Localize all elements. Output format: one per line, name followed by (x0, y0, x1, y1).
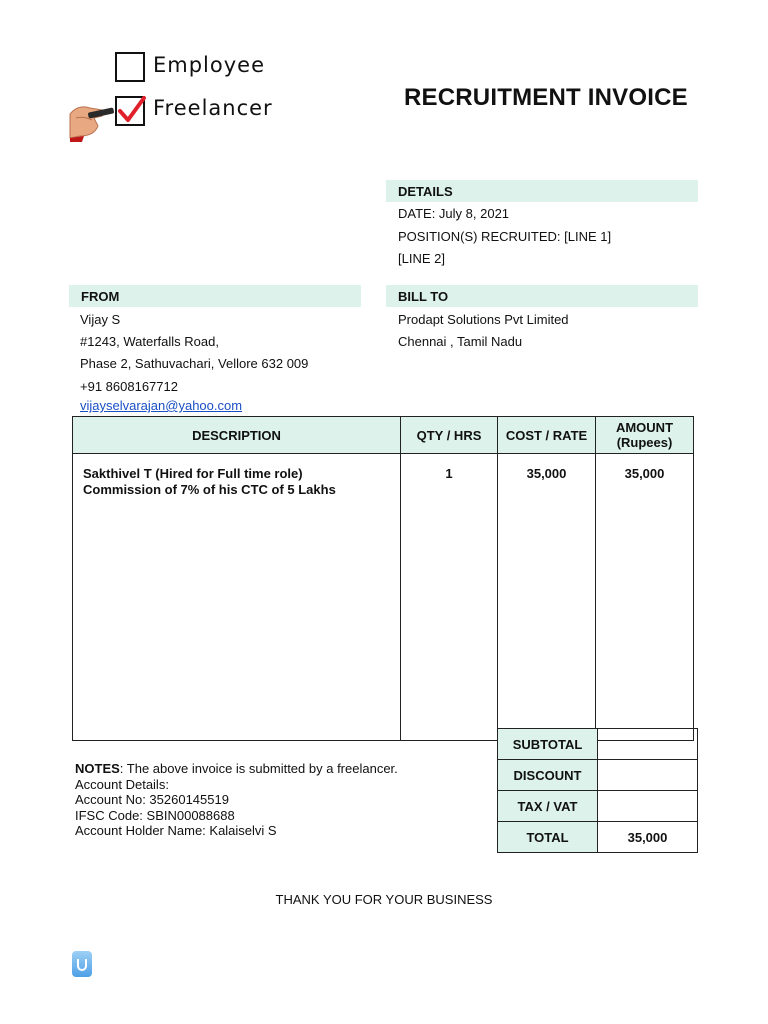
row-description (73, 454, 401, 741)
hand-pen-icon (68, 96, 118, 142)
notes-text: : The above invoice is submitted by a freelancer. (119, 761, 398, 776)
subtotal-value (598, 729, 698, 760)
discount-row (498, 760, 698, 791)
bill-to-location: Chennai , Tamil Nadu (398, 334, 523, 349)
details-date: DATE: July 8, 2021 (398, 206, 510, 221)
from-name: Vijay S (80, 312, 121, 327)
row-description-line2: Commission of 7% of his CTC of 5 Lakhs (83, 482, 336, 497)
tax-label: TAX / VAT (498, 791, 598, 822)
notes-label: NOTES (75, 761, 120, 776)
account-no: Account No: 35260145519 (75, 792, 229, 807)
from-address1: #1243, Waterfalls Road, (80, 334, 219, 349)
from-address2: Phase 2, Sathuvachari, Vellore 632 009 (80, 356, 309, 371)
total-value: 35,000 (598, 822, 698, 853)
totals-table (497, 728, 698, 853)
total-label: TOTAL (498, 822, 598, 853)
row-amount: 35,000 (596, 454, 694, 741)
thank-you-footer: THANK YOU FOR YOUR BUSINESS (275, 892, 493, 907)
bill-to-company: Prodapt Solutions Pvt Limited (398, 312, 569, 327)
account-details: Account Details: (75, 776, 169, 792)
details-positions-line2: [LINE 2] (398, 251, 445, 266)
from-band (69, 285, 361, 307)
from-phone: +91 8608167712 (80, 379, 178, 394)
header-amount-line2: (Rupees) (616, 435, 673, 450)
bill-to-band (386, 285, 698, 307)
ifsc-code: IFSC Code: SBIN00088688 (75, 807, 235, 823)
discount-value (598, 760, 698, 791)
header-rate: COST / RATE (498, 417, 596, 454)
details-band (386, 180, 698, 202)
details-heading: DETAILS (398, 184, 453, 199)
items-table (72, 416, 694, 741)
header-qty: QTY / HRS (401, 417, 498, 454)
header-amount (596, 417, 694, 454)
tax-row (498, 791, 698, 822)
row-description-line1: Sakthivel T (Hired for Full time role) (83, 466, 303, 481)
freelancer-label: Freelancer (153, 96, 273, 120)
table-row (73, 454, 694, 741)
from-heading: FROM (81, 289, 120, 304)
notes-line (75, 761, 398, 777)
header-amount-line1: AMOUNT (615, 420, 674, 435)
employee-label: Employee (153, 53, 266, 77)
bill-to-heading: BILL TO (398, 289, 449, 304)
header-description: DESCRIPTION (73, 417, 401, 454)
tax-value (598, 791, 698, 822)
details-positions-line1: POSITION(S) RECRUITED: [LINE 1] (398, 229, 612, 244)
from-email-link[interactable]: vijayselvarajan@yahoo.com (80, 398, 243, 413)
account-holder: Account Holder Name: Kalaiselvi S (75, 823, 277, 838)
row-qty: 1 (401, 454, 498, 741)
subtotal-row (498, 729, 698, 760)
row-rate: 35,000 (498, 454, 596, 741)
total-row (498, 822, 698, 853)
subtotal-label: SUBTOTAL (498, 729, 598, 760)
notes-block (75, 761, 398, 839)
invoice-title: RECRUITMENT INVOICE (404, 84, 688, 111)
app-badge-icon[interactable] (72, 951, 92, 977)
checkmark-icon (116, 96, 148, 126)
items-header-row (73, 417, 694, 454)
employee-checkbox[interactable] (115, 52, 145, 82)
discount-label: DISCOUNT (498, 760, 598, 791)
